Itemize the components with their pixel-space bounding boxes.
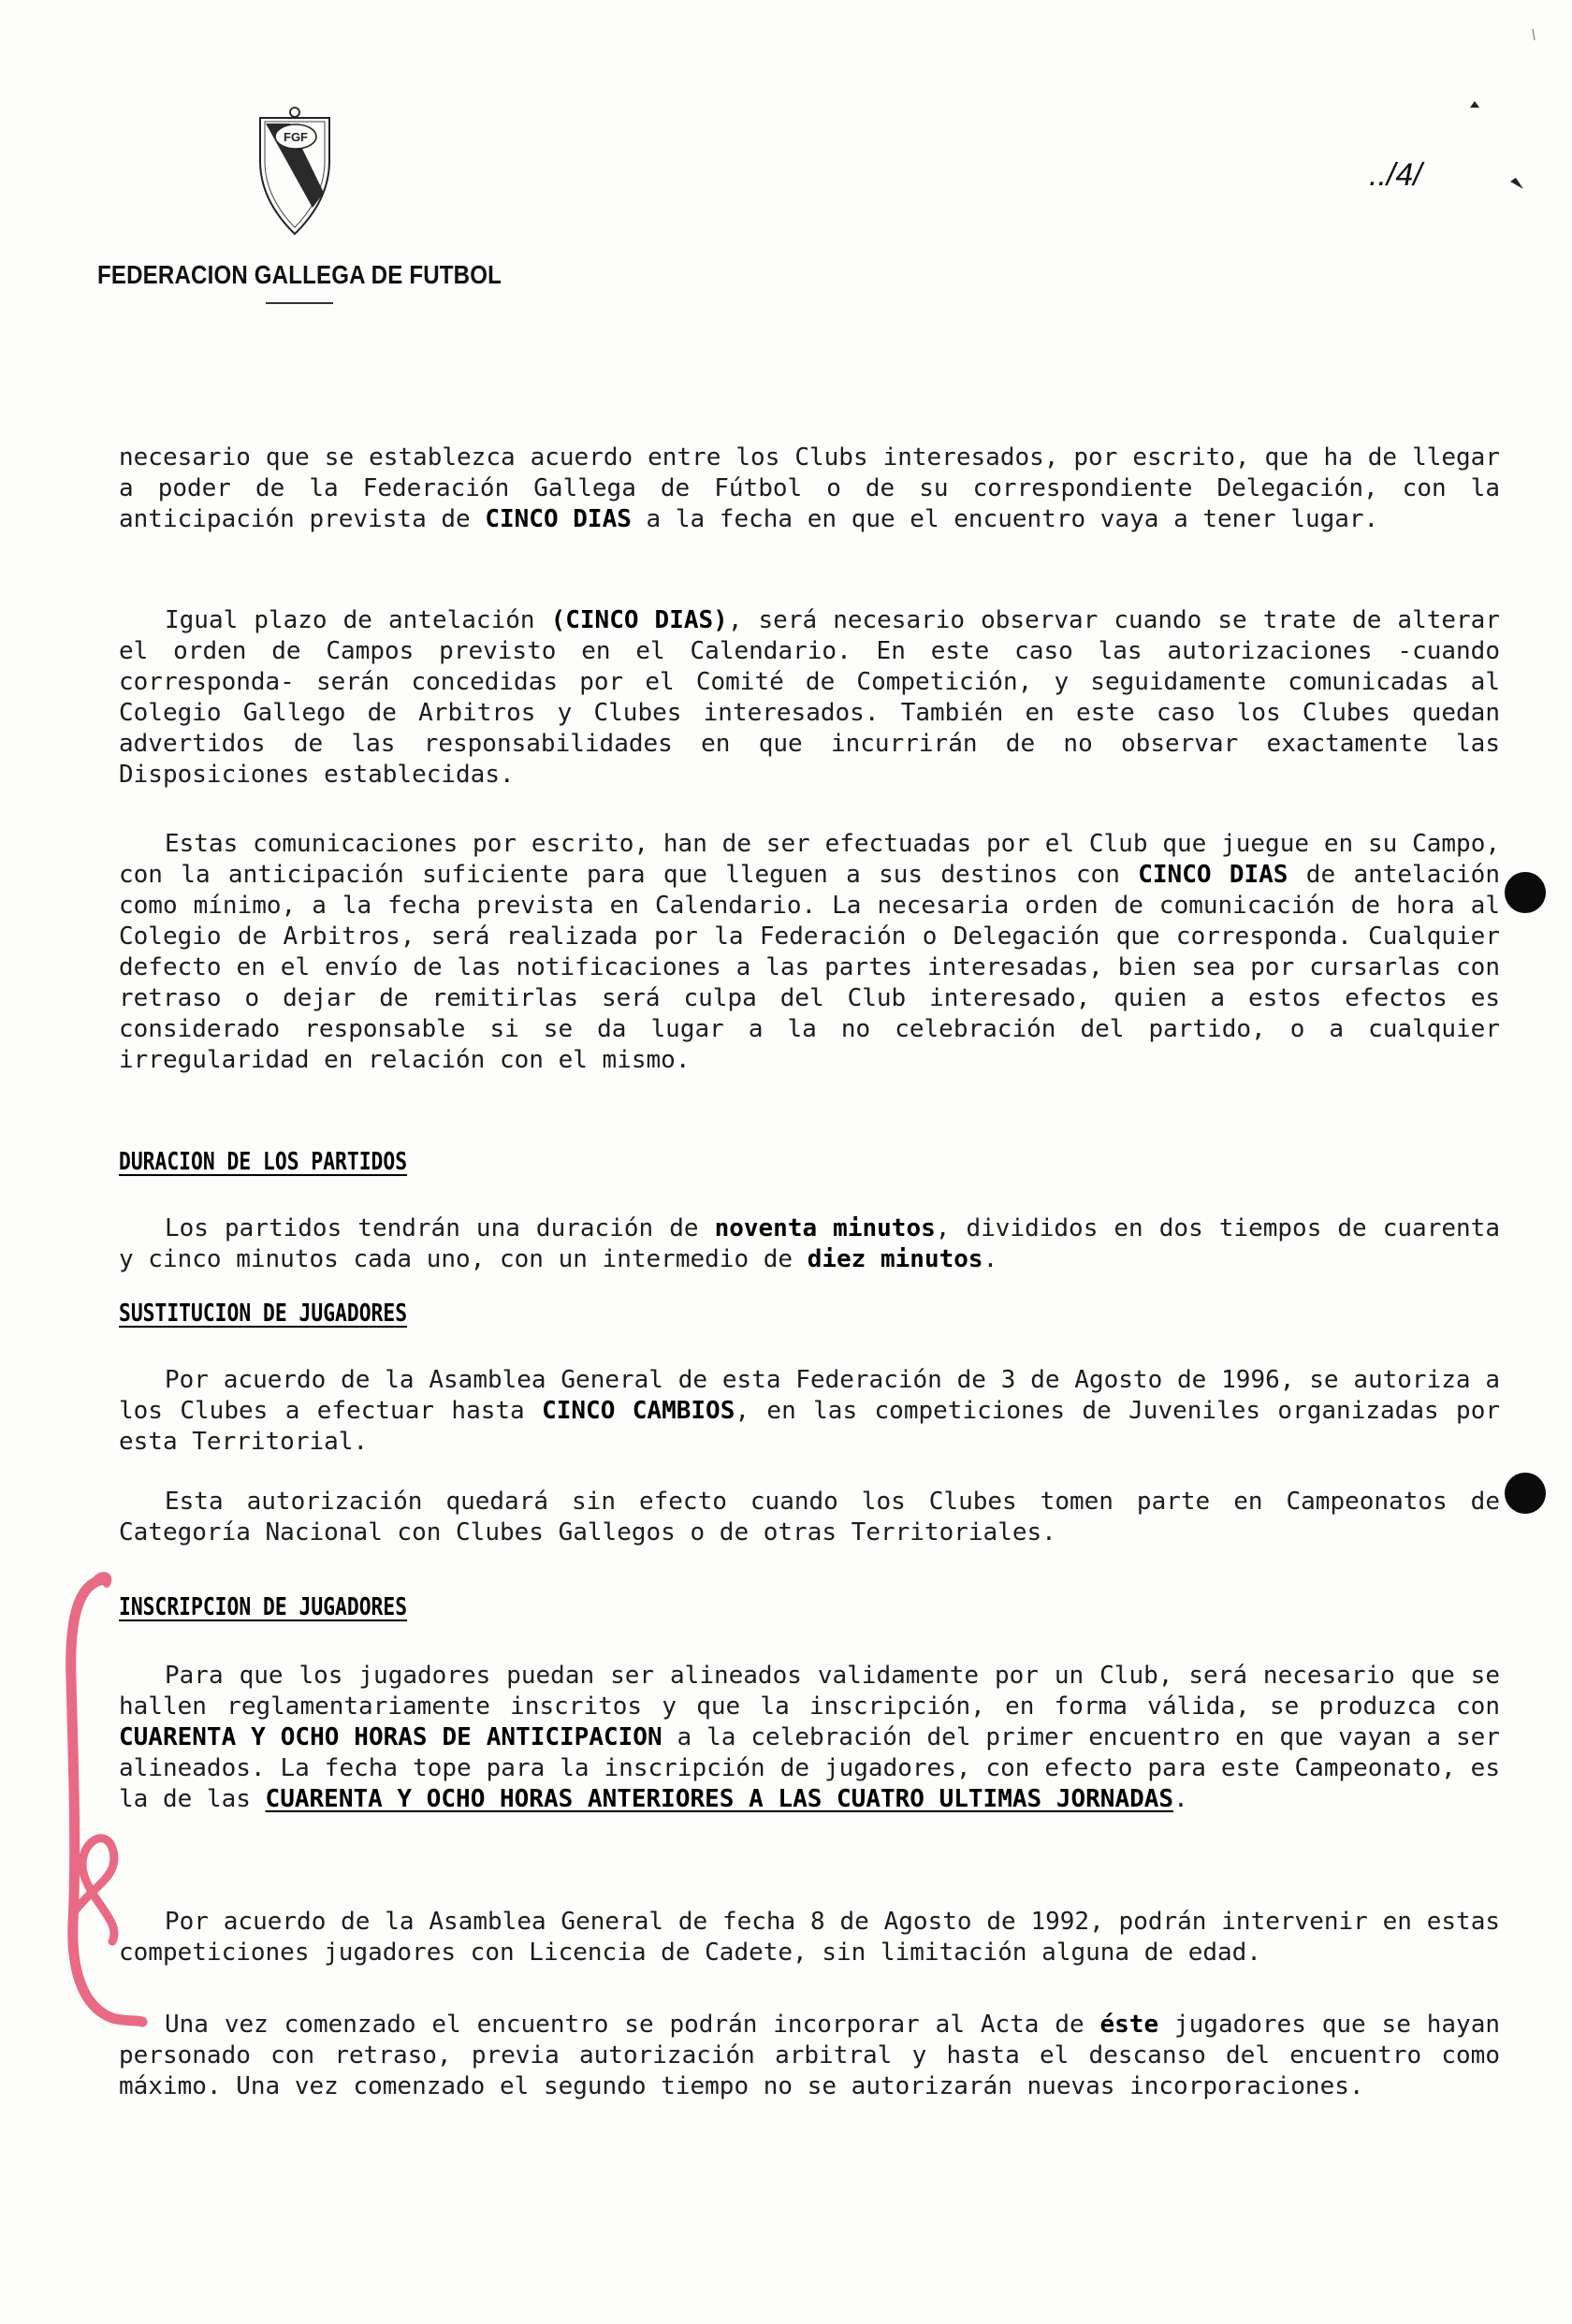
text-run: , divididos en dos tiempos de cuarenta y cinco minutos cada uno, con un intermedio de: [119, 1214, 1500, 1273]
bold-run: CUARENTA Y OCHO HORAS DE ANTICIPACION: [119, 1723, 662, 1751]
page-number: ../4/: [1369, 157, 1422, 193]
text-run: Estas comunicaciones por escrito, han de ser efectuadas por el Club que juegue en su Campo, con la anticipación suficiente para que lleguen a sus destinos con: [119, 830, 1500, 889]
bold-run: CINCO DIAS: [485, 505, 632, 533]
text-run: Una vez comenzado el encuentro se podrán incorporar al Acta de: [165, 2011, 1100, 2039]
svg-text:FGF: FGF: [284, 130, 308, 144]
scan-speck-icon: [1508, 174, 1525, 191]
text-run: jugadores que se hayan personado con retraso, previa autorización arbitral y hasta el descanso del encuentro como máximo. Una vez comenzado el segundo tiempo no se autorizarán nuevas incorporaciones.: [119, 2011, 1500, 2100]
heading-player-substitution: SUSTITUCION DE JUGADORES: [119, 1300, 408, 1328]
scan-speck-icon: [1531, 28, 1536, 41]
text-run: a la fecha en que el encuentro vaya a tener lugar.: [631, 505, 1379, 533]
text-run: .: [982, 1245, 998, 1273]
paragraph-match-duration: [119, 1213, 1500, 1275]
bold-run: éste: [1099, 2011, 1159, 2039]
text-run: a la celebración del primer encuentro en que vayan a ser alineados. La fecha tope para la inscripción de jugadores, con efecto para este Campeonato, es la de las: [119, 1723, 1500, 1813]
paragraph-field-order-change: [119, 605, 1500, 791]
bold-run: CINCO DIAS: [1138, 861, 1288, 889]
bold-run: CINCO CAMBIOS: [542, 1397, 735, 1425]
text-run: Los partidos tendrán una duración de: [165, 1214, 715, 1242]
organization-name: FEDERACION GALLEGA DE FUTBOL: [97, 260, 502, 289]
bold-underlined-run: CUARENTA Y OCHO HORAS ANTERIORES A LAS CUATRO ULTIMAS JORNADAS: [265, 1785, 1174, 1813]
text-run: de antelación como mínimo, a la fecha prevista en Calendario. La necesaria orden de comunicación de hora al Colegio de Arbitros, será realizada por la Federación o Delegación que corresponda. Cualquier defecto en el envío de las notificaciones a las partes interesadas, bien sea por cursarlas con retraso o dejar de remitirlas será culpa del Club interesado, quien a estos efectos es considerado responsable si se da lugar a la no celebración del partido, o a cualquier irregularidad en relación con el mismo.: [119, 861, 1500, 1074]
text-run: Por acuerdo de la Asamblea General de fecha 8 de Agosto de 1992, podrán intervenir en estas competiciones jugadores con Licencia de Cadete, sin limitación alguna de edad.: [119, 1908, 1500, 1967]
text-run: Para que los jugadores puedan ser alineados validamente por un Club, será necesario que se hallen reglamentariamente inscritos y que la inscripción, en forma válida, se produzca con: [119, 1662, 1500, 1721]
scan-speck-icon: [1468, 99, 1481, 109]
text-run: , será necesario observar cuando se trate de alterar el orden de Campos previsto en el Calendario. En este caso las autorizaciones -cuando corresponda- serán concedidas por el Comité de Competición, y seguidamente comunicadas al Colegio Gallego de Arbitros y Clubes interesados. También en este caso los Clubes quedan advertidos de las responsabilidades en que incurrirán de no observar exactamente las Disposiciones establecidas.: [119, 606, 1500, 789]
text-run: Por acuerdo de la Asamblea General de esta Federación de 3 de Agosto de 1996, se autoriza a los Clubes a efectuar hasta: [119, 1366, 1500, 1425]
punch-hole: [1505, 1473, 1546, 1514]
text-run: necesario que se establezca acuerdo entre los Clubs interesados, por escrito, que ha de llegar a poder de la Federación Gallega de Fútbol o de su correspondiente Delegación, con la anticipación prevista de: [119, 443, 1500, 533]
paragraph-registration-rule: [119, 1661, 1500, 1815]
paragraph-substitution-exception: [119, 1487, 1500, 1548]
paragraph-written-communications: [119, 829, 1500, 1076]
text-run: Igual plazo de antelación: [165, 606, 551, 634]
federation-crest-icon: [253, 103, 337, 239]
text-run: , en las competiciones de Juveniles organizadas por esta Territorial.: [119, 1397, 1500, 1456]
paragraph-advance-notice: [119, 443, 1500, 535]
paragraph-cadete-license: [119, 1907, 1500, 1968]
punch-hole: [1505, 872, 1546, 913]
heading-player-registration: INSCRIPCION DE JUGADORES: [119, 1593, 408, 1621]
heading-match-duration: DURACION DE LOS PARTIDOS: [119, 1148, 408, 1176]
bold-run: noventa minutos: [714, 1214, 936, 1242]
paragraph-substitution-rule: [119, 1365, 1500, 1458]
text-run: .: [1173, 1785, 1188, 1813]
bold-run: diez minutos: [807, 1245, 983, 1273]
bold-run: (CINCO DIAS): [550, 606, 728, 634]
paragraph-late-incorporation: [119, 2010, 1500, 2102]
text-run: Esta autorización quedará sin efecto cuando los Clubes tomen parte en Campeonatos de Categoría Nacional con Clubes Gallegos o de otras Territoriales.: [119, 1488, 1500, 1547]
organization-underline: [266, 302, 333, 304]
